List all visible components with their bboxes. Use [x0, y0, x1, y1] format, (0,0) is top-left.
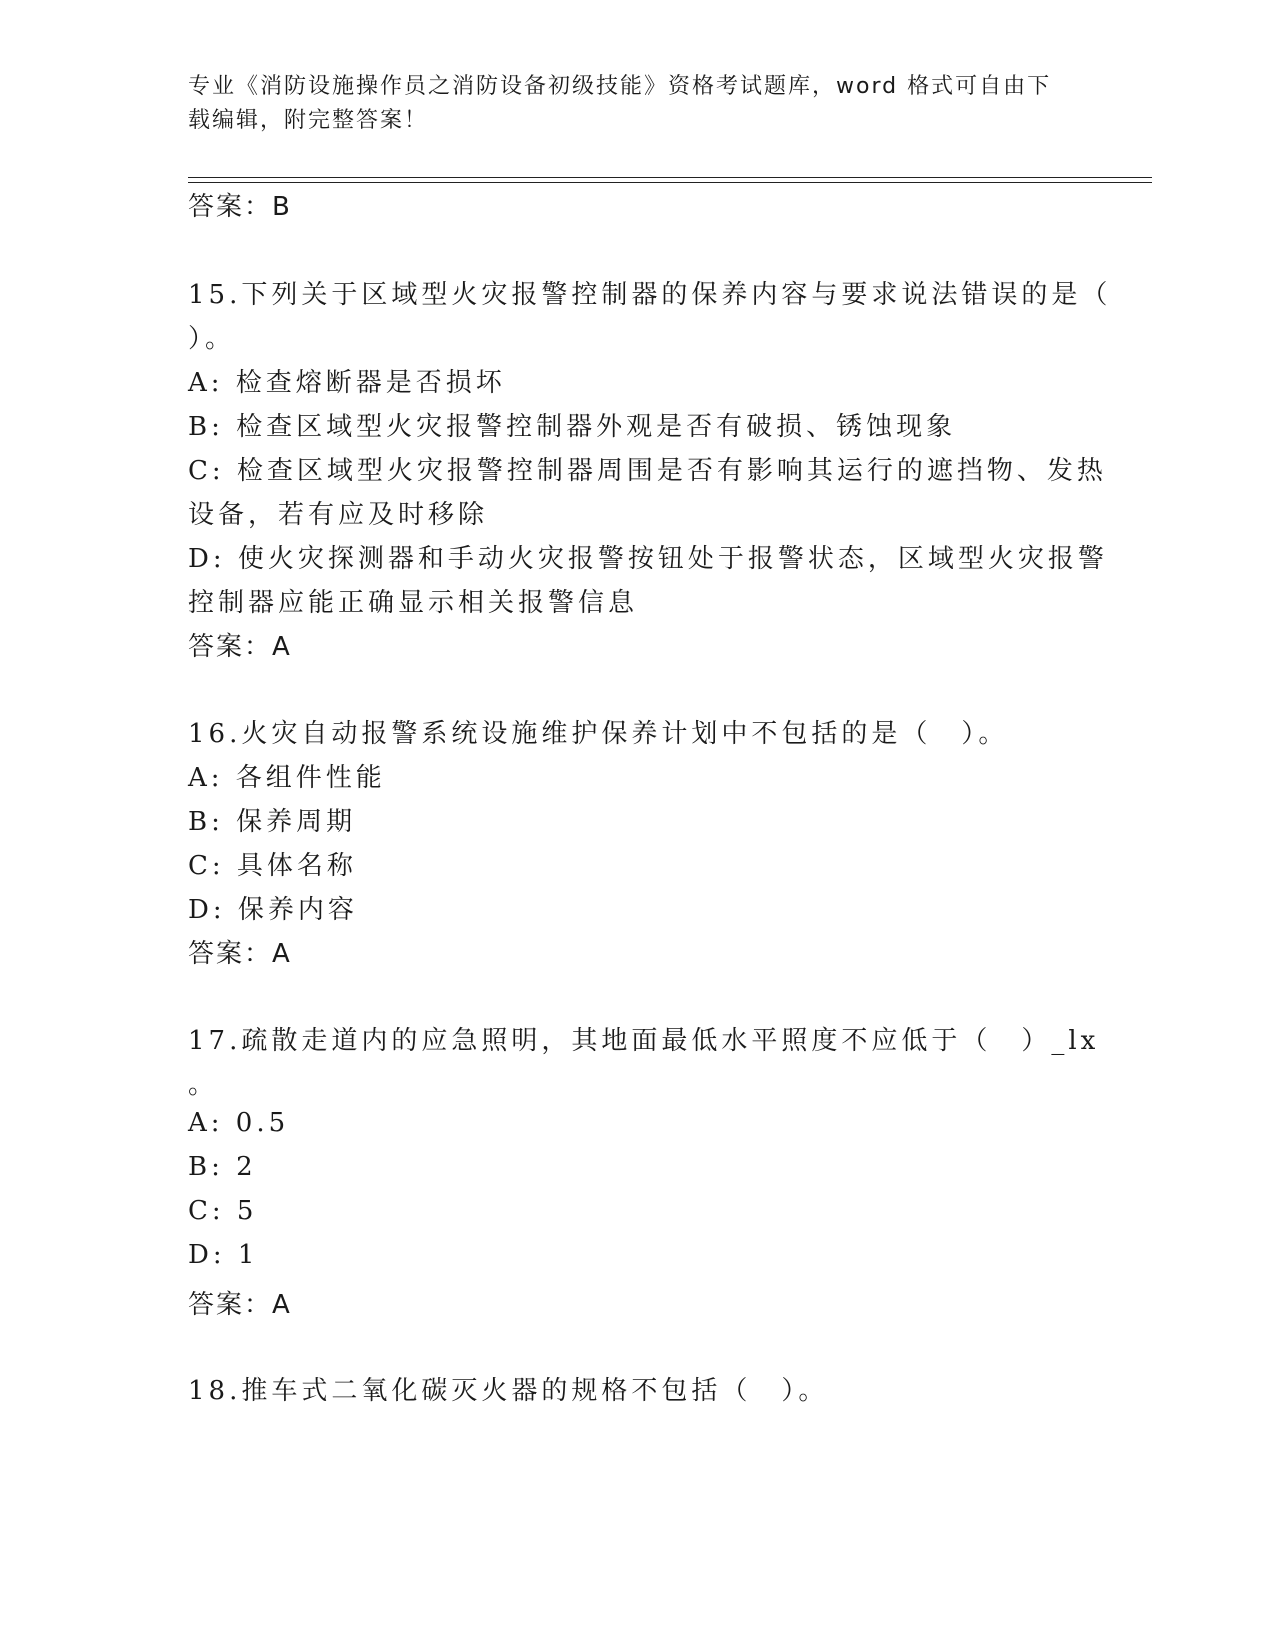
answer-prev: 答案：B: [188, 192, 292, 222]
question-17-option-c: C: 5: [188, 1196, 258, 1226]
header-line-2: 载编辑，附完整答案！: [188, 108, 429, 133]
header-rule-thin: [188, 177, 1152, 178]
question-16-option-a: A: 各组件性能: [188, 763, 386, 793]
question-17-option-a: A: 0.5: [188, 1108, 290, 1138]
question-15-option-a: A: 检查熔断器是否损坏: [188, 368, 506, 398]
question-15-option-b: B: 检查区域型火灾报警控制器外观是否有破损、锈蚀现象: [188, 412, 957, 442]
document-header: [188, 70, 1088, 138]
question-17-stem-line-1: 17.疏散走道内的应急照明，其地面最低水平照度不应低于（ ）_lx: [188, 1026, 1100, 1056]
question-16-option-b: B: 保养周期: [188, 807, 357, 837]
question-15-answer: 答案：A: [188, 632, 292, 662]
header-rule-thick: [188, 182, 1152, 183]
question-15-option-c-line-1: C: 检查区域型火灾报警控制器周围是否有影响其运行的遮挡物、发热: [188, 456, 1107, 486]
question-18-stem: 18.推车式二氧化碳灭火器的规格不包括（ ）。: [188, 1376, 829, 1406]
question-16-stem: 16.火灾自动报警系统设施维护保养计划中不包括的是（ ）。: [188, 719, 1009, 749]
question-16-option-d: D: 保养内容: [188, 895, 358, 925]
question-15-stem-line-1: 15.下列关于区域型火灾报警控制器的保养内容与要求说法错误的是（: [188, 280, 1112, 310]
question-17-answer: 答案：A: [188, 1290, 292, 1320]
question-15-option-d-line-1: D: 使火灾探测器和手动火灾报警按钮处于报警状态，区域型火灾报警: [188, 544, 1108, 574]
question-15-stem-line-2: ）。: [188, 324, 236, 354]
question-16-answer: 答案：A: [188, 939, 292, 969]
question-17-option-d: D: 1: [188, 1240, 259, 1270]
question-17-option-b: B: 2: [188, 1152, 257, 1182]
question-17-stem-line-2: 。: [188, 1070, 219, 1100]
question-15-option-c-line-2: 设备，若有应及时移除: [188, 500, 489, 530]
header-line-1: 专业《消防设施操作员之消防设备初级技能》资格考试题库，word 格式可自由下: [188, 74, 1052, 99]
question-16-option-c: C: 具体名称: [188, 851, 357, 881]
question-15-option-d-line-2: 控制器应能正确显示相关报警信息: [188, 588, 639, 618]
